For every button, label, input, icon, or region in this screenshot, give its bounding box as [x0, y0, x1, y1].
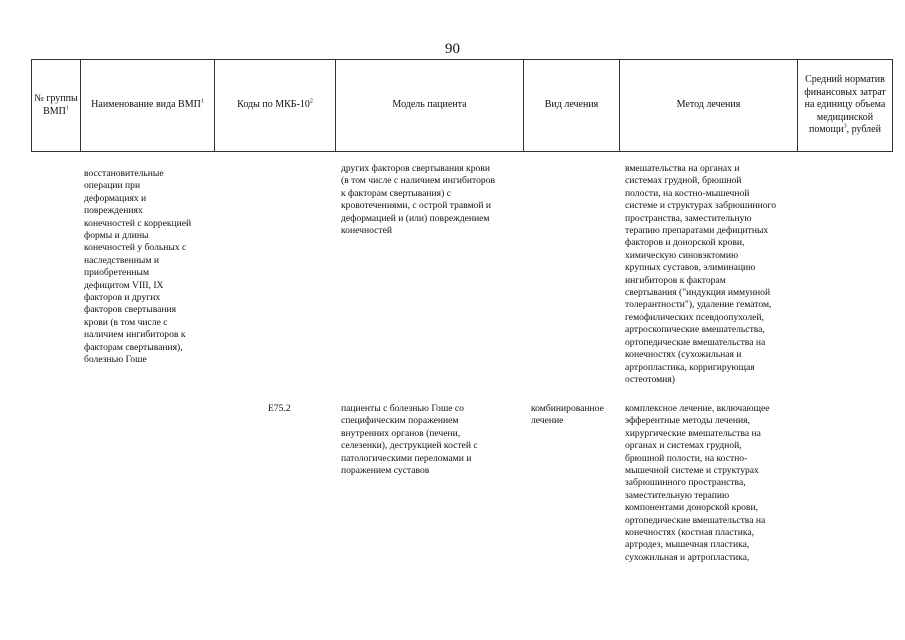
row1-patient-model: других факторов свертывания крови (в том числе с наличием ингибиторов к факторам свертывания) с кровотечениями, с острой травмой и деформацией и (или) повреждением конечностей [341, 163, 496, 237]
header-patient-model-text: Модель пациента [392, 99, 467, 111]
header-vmp-name-footnote: 1 [200, 98, 204, 105]
header-vmp-name [81, 60, 215, 152]
row2-treatment-method: комплексное лечение, включающее эфферентные методы лечения, хирургические вмешательства на органах и системах грудной, брюшной полости, на костно- мышечной системе и структурах забрюшинного пространства, заместительную терапию компонентами донорской крови, ортопедические вмешательства на конечностях (костная пластика, артродез, мышечная пластика, сухожильная и артропластика, [625, 403, 770, 563]
header-treatment-type [524, 60, 620, 152]
header-group-no-footnote: 1 [65, 105, 69, 112]
header-icd-codes-footnote: 2 [309, 98, 313, 105]
row2-treatment-type: комбинированное лечение [531, 403, 604, 427]
header-avg-cost-suffix: , рублей [846, 124, 881, 136]
header-avg-cost-footnote: 3 [843, 123, 847, 130]
header-icd-codes [215, 60, 336, 152]
header-vmp-name-text: Наименование вида ВМП [91, 99, 201, 111]
header-icd-codes-text: Коды по МКБ-10 [237, 99, 310, 111]
row1-treatment-method: вмешательства на органах и системах грудной, брюшной полости, на костно-мышечной системе и структурах забрюшинного пространства, заместительную терапию препаратами дефицитных факторов и донорской крови, химическую синовэктомию крупных суставов, элиминацию ингибиторов к факторам свертывания ("индукция иммунной толерантности"), удаление гематом, гемофилических псевдоопухолей, артроскопические вмешательства, ортопедические вмешательства на конечностях (сухожильная и артропластика, корригирующая остеотомия) [625, 163, 777, 385]
row2-icd-codes: E75.2 [268, 403, 291, 414]
header-group-no-text: № группы ВМП [34, 93, 78, 117]
page-number: 90 [445, 41, 460, 57]
header-avg-cost-text: Средний норматив финансовых затрат на единицу объема медицинской помощи [804, 74, 886, 136]
header-patient-model [336, 60, 524, 152]
header-group-no [32, 60, 81, 152]
header-treatment-type-text: Вид лечения [544, 99, 599, 111]
header-treatment-method [620, 60, 798, 152]
header-treatment-method-text: Метод лечения [676, 99, 741, 111]
row1-vmp-name: восстановительные операции при деформациях и повреждениях конечностей с коррекцией формы и длины конечностей у больных с наследственным и приобретенным дефицитом VIII, IX факторов и других факторов свертывания крови (в том числе с наличием ингибиторов к факторам свертывания), болезнью Гоше [84, 168, 192, 366]
header-avg-cost [798, 60, 893, 152]
row2-patient-model: пациенты с болезнью Гоше со специфическим поражением внутренних органов (печени, селезенки), деструкцией костей с патологическими переломами и поражением суставов [341, 403, 478, 477]
header-table [31, 59, 893, 152]
